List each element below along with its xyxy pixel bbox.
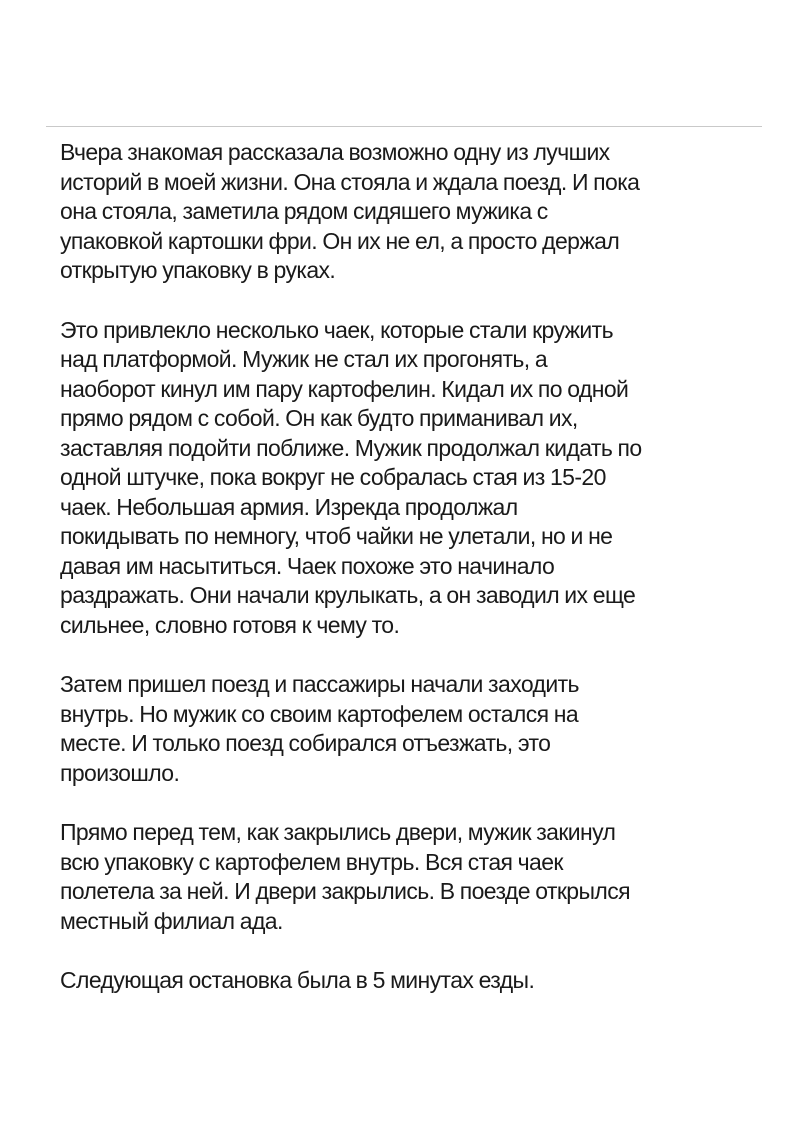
story-paragraph-3: Затем пришел поезд и пассажиры начали заходить внутрь. Но мужик со своим картофелем остался на месте. И только поезд собирался отъезжать, это произошло.	[60, 671, 579, 786]
story-paragraph-4: Прямо перед тем, как закрылись двери, мужик закинул всю упаковку с картофелем внутрь. Вся стая чаек полетела за ней. И двери закрылись. В поезде открылся местный филиал ада.	[60, 819, 631, 934]
story-paragraph-5: Следующая остановка была в 5 минутах езды.	[60, 967, 535, 993]
top-divider	[46, 126, 762, 127]
story-text	[60, 138, 760, 996]
story-paragraph-1: Вчера знакомая рассказала возможно одну из лучших историй в моей жизни. Она стояла и ждала поезд. И пока она стояла, заметила рядом сидяшего мужика с упаковкой картошки фри. Он их не ел, а просто держал открытую упаковку в руках.	[60, 139, 640, 283]
story-paragraph-2: Это привлекло несколько чаек, которые стали кружить над платформой. Мужик не стал их прогонять, а наоборот кинул им пару картофелин. Кидал их по одной прямо рядом с собой. Он как будто приманивал их, заставляя подойти поближе. Мужик продолжал кидать по одной штучке, пока вокруг не собралась стая из 15-20 чаек. Небольшая армия. Изрекда продолжал покидывать по немногу, чтоб чайки не улетали, но и не давая им насытиться. Чаек похоже это начинало раздражать. Они начали крулыкать, а он заводил их еще сильнее, словно готовя к чему то.	[60, 316, 642, 638]
